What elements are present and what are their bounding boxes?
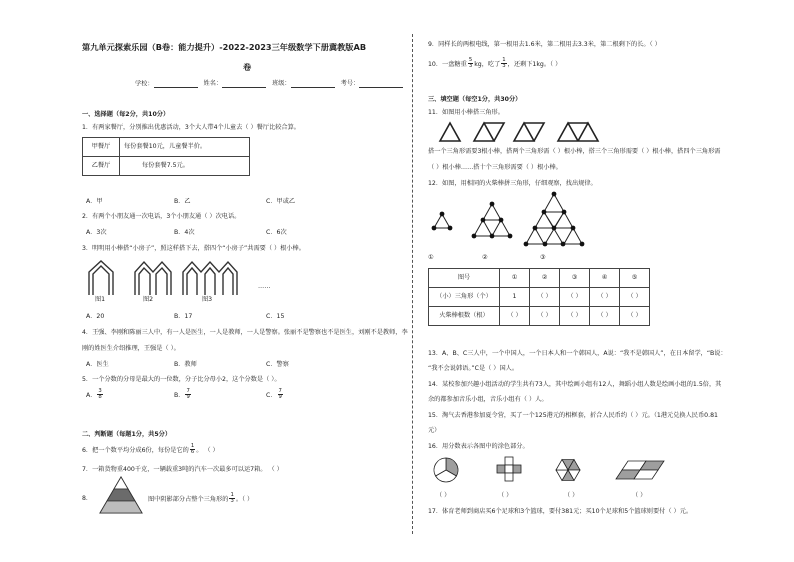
number-label: 考号：	[340, 80, 360, 88]
table-cell: 乙餐厅	[83, 157, 120, 176]
table-header-cell: ①	[500, 269, 530, 288]
name-label: 姓名：	[203, 80, 223, 88]
q4-option-b[interactable]: B．教师	[174, 361, 197, 368]
answer-cell[interactable]: （ ）	[530, 307, 560, 326]
denominator: 9	[278, 394, 282, 401]
denominator: 9	[186, 394, 190, 401]
question-10	[428, 58, 561, 70]
fraction	[229, 493, 234, 505]
q1-option-a[interactable]: A．甲	[86, 198, 103, 205]
q12-marker-3: ③	[540, 254, 546, 261]
table-cell: 1	[500, 288, 530, 307]
q3-house-figure-1	[86, 258, 126, 296]
q14-line2: 余的都参加音乐小组，音乐小组有（ ）人。	[428, 396, 548, 403]
question-11: 11．如图用小棒搭三角形。	[428, 109, 504, 116]
q12-marker-2: ②	[482, 254, 488, 261]
q14-line1: 14．某校参加兴趣小组活动的学生共有73人，其中绘画小组有12人，舞蹈小组人数是绘画小组的1.5倍，其	[428, 381, 722, 388]
table-row	[429, 288, 650, 307]
q3-figure-label-3: 图3	[202, 296, 213, 303]
question-17: 17．体育老师到商店买6个足球和3个篮球，要付381元；买10个足球和5个篮球则要付（ ）元。	[428, 508, 693, 515]
q2-option-a[interactable]: A．3次	[86, 229, 107, 236]
table-header-cell: ⑤	[620, 269, 650, 288]
question-7: 7．一箱货物重400千克，一辆载重3吨的汽车一次最多可以运7箱。 （ ）	[82, 466, 283, 473]
section3-heading: 三、填空题（每空1分，共30分）	[428, 96, 522, 103]
q4-option-a[interactable]: A．医生	[86, 361, 109, 368]
denominator: 3	[468, 63, 473, 70]
question-9: 9．同样长的两根电线，第一根用去1.6米，第二根用去3.3米，第二根剩下的长。（ ）	[428, 41, 661, 48]
q3-option-a[interactable]: A．20	[86, 313, 105, 320]
q12-answer-table	[428, 268, 650, 326]
table-row	[83, 138, 250, 157]
q16-answer-4[interactable]: （ ）	[632, 492, 647, 499]
answer-cell[interactable]: （ ）	[590, 288, 620, 307]
question-6	[82, 444, 219, 456]
q6-answer-blank[interactable]: 。 （ ）	[196, 446, 219, 454]
q3-option-c[interactable]: C．15	[266, 313, 285, 320]
q10-text-c: ，还剩下	[507, 60, 533, 68]
q11-stick-triangles	[438, 121, 628, 143]
q10-answer-blank[interactable]: 1kg。（ ）	[532, 60, 562, 68]
q3-figure-label-1: 图1	[95, 296, 106, 303]
table-cell: 甲餐厅	[83, 138, 120, 157]
numerator: 7	[278, 388, 282, 394]
table-row	[429, 269, 650, 288]
fraction	[501, 58, 506, 70]
numerator: 1	[230, 492, 234, 498]
table-header-cell: ②	[530, 269, 560, 288]
question-8	[148, 493, 253, 505]
question-3: 3．明明用小棒搭“小房子”，照这样搭下去，搭四个“小房子”共需要（ ）根小棒。	[82, 245, 305, 252]
answer-cell[interactable]: （ ）	[500, 307, 530, 326]
table-cell: 每份套餐7.5元。	[120, 157, 250, 176]
question-5: 5．一个分数的分母是最大的一位数，分子比分母小2，这个分数是（ ）。	[82, 376, 281, 383]
q11-line1: 搭一个三角形需要3根小棒，搭两个三角形需（ ）根小棒，搭三个三角形需要（ ）根小棒，搭四个三角形需	[428, 148, 721, 155]
section1-heading: 一、选择题（每2分，共10分）	[82, 111, 170, 118]
q5-option-a[interactable]	[86, 389, 104, 401]
fraction	[185, 389, 190, 401]
fraction	[278, 389, 283, 401]
answer-cell[interactable]: （ ）	[620, 307, 650, 326]
q16-shaded-figures	[432, 456, 672, 486]
q11-line2: （ ）根小棒……搭十个三角形需要（ ）根小棒。	[428, 164, 562, 171]
question-4-line2: 刚的姓医生介绍推理，王强是（ ）。	[82, 345, 180, 352]
student-info-row	[135, 80, 403, 88]
q16-answer-1[interactable]: （ ）	[436, 492, 451, 499]
fraction	[97, 389, 102, 401]
q13-line1: 13．A、B、C三人中，一个中国人，一个日本人和一个韩国人，A说：“我不是韩国人”，在日本留学，“B说：	[428, 350, 727, 357]
class-label: 班级：	[272, 80, 291, 88]
answer-cell[interactable]: （ ）	[620, 288, 650, 307]
answer-cell[interactable]: （ ）	[560, 288, 590, 307]
q5-option-b-prefix: B．	[174, 391, 185, 399]
q8-text: 图中阴影部分占整个三角形的	[148, 495, 229, 503]
q1-restaurant-table	[82, 137, 250, 176]
q3-ellipsis: ……	[258, 283, 271, 290]
table-cell: 每份套餐10元，儿童餐半价。	[120, 138, 250, 157]
q12-matchstick-figures	[430, 190, 580, 248]
question-2: 2．有两个小朋友通一次电话，3个小朋友通（ ）次电话。	[82, 213, 241, 220]
q4-option-c[interactable]: C．警察	[266, 361, 289, 368]
q16-answer-2[interactable]: （ ）	[498, 492, 513, 499]
table-header-cell: 图号	[429, 269, 500, 288]
answer-cell[interactable]: （ ）	[530, 288, 560, 307]
q15-line1: 15．淘气去香港参加夏令营，买了一个125港元的相框套，折合人民币约（ ）元。（1港元兑换人民币0.81	[428, 412, 718, 419]
numerator: 1	[190, 443, 195, 449]
number-field[interactable]	[359, 80, 403, 88]
numerator: 5	[468, 57, 473, 63]
numerator: 3	[98, 388, 102, 394]
denominator: 8	[98, 394, 102, 401]
q12-marker-1: ①	[428, 254, 434, 261]
q1-option-b[interactable]: B．乙	[174, 198, 191, 205]
class-field[interactable]	[291, 80, 335, 88]
q2-option-b[interactable]: B．4次	[174, 229, 195, 236]
q3-figure-label-2: 图2	[143, 296, 154, 303]
table-row	[429, 307, 650, 326]
school-field[interactable]	[154, 80, 198, 88]
q5-option-c[interactable]	[266, 389, 284, 401]
table-row	[83, 157, 250, 176]
name-field[interactable]	[222, 80, 266, 88]
q8-prefix: 8．	[82, 495, 93, 502]
q8-answer-blank[interactable]: 。（ ）	[235, 495, 254, 503]
q10-text-b: kg，吃了	[474, 60, 501, 68]
table-cell: 火柴棒根数（根）	[429, 307, 500, 326]
q3-house-figure-2	[132, 258, 176, 296]
q13-line2: “我不会说韩语。”C是（ ）国人。	[428, 365, 519, 372]
q2-option-c[interactable]: C．6次	[266, 229, 287, 236]
denominator: 3	[230, 498, 234, 505]
question-16: 16．用分数表示各图中的涂色部分。	[428, 443, 529, 450]
answer-cell[interactable]: （ ）	[560, 307, 590, 326]
table-header-cell: ③	[560, 269, 590, 288]
answer-cell[interactable]: （ ）	[590, 307, 620, 326]
table-cell: （小）三角形（个）	[429, 288, 500, 307]
table-header-cell: ④	[590, 269, 620, 288]
numerator: 1	[502, 57, 506, 63]
q3-house-figure-3	[180, 258, 244, 296]
fraction	[468, 58, 473, 70]
section2-heading: 二、判断题（每题1分，共5分）	[82, 431, 172, 438]
q1-option-c[interactable]: C．甲或乙	[266, 198, 296, 205]
q15-line2: 元）	[428, 427, 441, 434]
q5-option-a-prefix: A．	[86, 391, 97, 399]
q16-answer-3[interactable]: （ ）	[564, 492, 579, 499]
question-1: 1．有两家餐厅，分别推出优惠活动，3个大人带4个儿童去（ ）餐厅比较合算。	[82, 124, 300, 131]
column-divider	[412, 34, 413, 534]
q6-text: 6．把一个数平均分成6份，每份是它的	[82, 446, 189, 454]
denominator: 6	[190, 449, 195, 456]
numerator: 7	[186, 388, 190, 394]
denominator: 3	[502, 63, 506, 70]
q8-shaded-triangle	[98, 475, 144, 515]
page-title-continued: 卷	[243, 62, 252, 72]
q5-option-c-prefix: C．	[266, 391, 277, 399]
fraction	[190, 444, 195, 456]
question-4-line1: 4．王强、李刚和陈丽三人中，有一人是医生，一人是教师，一人是警察。张丽不是警察也不是医生，刘刚不是教师，李	[82, 329, 408, 336]
school-label: 学校：	[135, 80, 154, 88]
question-12: 12．如图，用相同的火柴棒拼三角形，仔细观察，找出规律。	[428, 180, 597, 187]
q3-option-b[interactable]: B．17	[174, 313, 193, 320]
q10-text-a: 10．一盘糖重	[428, 60, 467, 68]
q5-option-b[interactable]	[174, 389, 192, 401]
page-title: 第九单元探索乐园（B卷：能力提升）-2022-2023三年级数学下册冀教版AB	[82, 42, 367, 52]
